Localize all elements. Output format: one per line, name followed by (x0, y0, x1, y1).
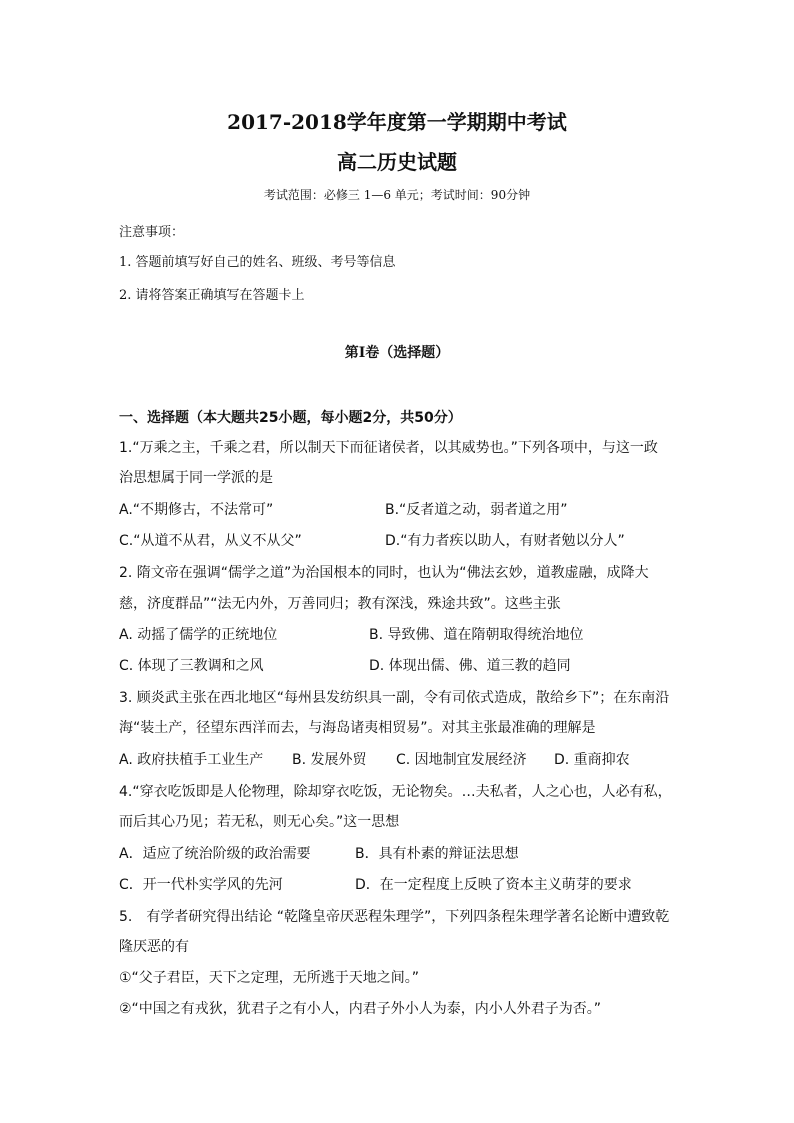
question-1-option-b: B.“反者道之动，弱者道之用” (385, 502, 568, 518)
question-4-option-a: A．适应了统治阶级的政治需要 (119, 846, 311, 862)
question-5-line: 5. 有学者研究得出结论 “乾隆皇帝厌恶程朱理学”，下列四条程朱理学著名论断中遭致乾 (119, 909, 670, 925)
question-2-option-a: A. 动摇了儒学的正统地位 (119, 627, 278, 643)
question-3-option-a: A. 政府扶植手工业生产 (119, 752, 264, 768)
note-item: 1. 答题前填写好自己的姓名、班级、考号等信息 (119, 255, 396, 270)
question-2-option-d: D. 体现出儒、佛、道三教的趋同 (369, 658, 571, 674)
section-title: 第I卷（选择题） (344, 345, 450, 361)
question-1-option-c: C.“从道不从君，从义不从父” (119, 533, 302, 549)
question-4-option-b: B．具有朴素的辩证法思想 (355, 846, 519, 862)
exam-title: 2017-2018学年度第一学期期中考试 (227, 110, 567, 134)
question-3-line: 3. 顾炎武主张在西北地区“每州县发纺织具一副，令有司依式造成，散给乡下”；在东南沿 (119, 690, 670, 706)
question-4-option-c: C．开一代朴实学风的先河 (119, 877, 283, 893)
question-1-line: 治思想属于同一学派的是 (119, 470, 273, 486)
question-2-line: 2. 隋文帝在强调“儒学之道”为治国根本的同时，也认为“佛法玄妙，道教虚融，成降大 (119, 565, 649, 581)
note-item: 2. 请将答案正确填写在答题卡上 (119, 288, 305, 303)
question-3-option-b: B. 发展外贸 (292, 752, 367, 768)
question-5-item-1: ①“父子君臣，天下之定理，无所逃于天地之间。” (119, 970, 420, 986)
question-3-option-c: C. 因地制宜发展经济 (396, 752, 527, 768)
exam-scope: 考试范围：必修三 1—6 单元；考试时间：90分钟 (263, 188, 531, 202)
exam-subtitle: 高二历史试题 (337, 150, 457, 174)
question-1-option-d: D.“有力者疾以助人，有财者勉以分人” (385, 533, 625, 549)
question-5-item-2: ②“中国之有戎狄，犹君子之有小人，内君子外小人为泰，内小人外君子为否。” (119, 1001, 602, 1017)
question-4-line: 4.“穿衣吃饭即是人伦物理，除却穿衣吃饭，无论物矣。…夫私者，人之心也，人必有私， (119, 784, 672, 800)
question-2-line: 慈，济度群品”“法无内外，万善同归；教有深浅，殊途共致”。这些主张 (119, 596, 561, 612)
question-3-line: 海“装土产，径望东西洋而去，与海岛诸夷相贸易”。对其主张最准确的理解是 (119, 720, 596, 736)
question-2-option-c: C. 体现了三教调和之风 (119, 658, 264, 674)
question-4-option-d: D．在一定程度上反映了资本主义萌芽的要求 (355, 877, 632, 893)
question-3-option-d: D. 重商抑农 (554, 752, 630, 768)
question-1-option-a: A.“不期修古，不法常可” (119, 502, 274, 518)
part-heading: 一、选择题（本大题共25小题，每小题2分，共50分） (119, 410, 462, 426)
question-5-line: 隆厌恶的有 (119, 939, 189, 955)
question-2-option-b: B. 导致佛、道在隋朝取得统治地位 (369, 627, 584, 643)
question-4-line: 而后其心乃见；若无私，则无心矣。”这一思想 (119, 814, 400, 830)
question-1-line: 1.“万乘之主，千乘之君，所以制天下而征诸侯者，以其威势也。”下列各项中，与这一政 (119, 440, 658, 456)
notes-heading: 注意事项： (119, 225, 185, 240)
